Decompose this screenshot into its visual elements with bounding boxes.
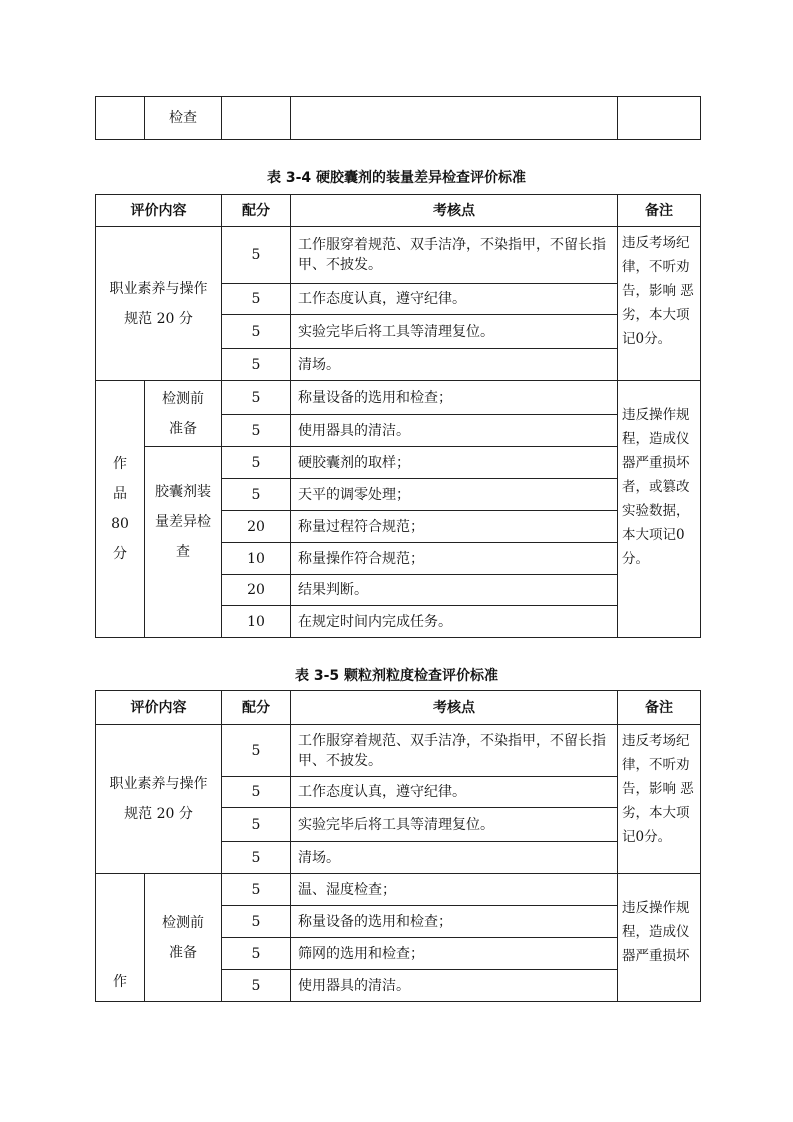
table5-s1-point-0: 工作服穿着规范、双手洁净，不染指甲，不留长指甲、不披发。	[291, 725, 618, 777]
table5-sub1-score-2: 5	[222, 938, 291, 970]
table5-section1-label: 职业素养与操作规范 20 分	[96, 725, 222, 874]
table5-header-content: 评价内容	[96, 691, 222, 725]
table5-s1-point-2: 实验完毕后将工具等清理复位。	[291, 808, 618, 842]
table4-sub2-score-0: 5	[222, 447, 291, 479]
top-cell-label: 检查	[145, 97, 222, 140]
table4-s1-score-1: 5	[222, 284, 291, 315]
table4-sub2-score-3: 10	[222, 543, 291, 575]
table5-s1-score-2: 5	[222, 808, 291, 842]
table5-s1-score-3: 5	[222, 842, 291, 874]
table4-sub2-label: 胶囊剂装量差异检查	[145, 447, 222, 638]
top-cell-empty-3	[291, 97, 618, 140]
table5-sub1-point-2: 筛网的选用和检查；	[291, 938, 618, 970]
table4-sub2-point-5: 在规定时间内完成任务。	[291, 606, 618, 638]
table4-s1-score-0: 5	[222, 227, 291, 284]
table5-s1-point-1: 工作态度认真，遵守纪律。	[291, 777, 618, 808]
table4-sub2-point-0: 硬胶囊剂的取样；	[291, 447, 618, 479]
table4-s1-score-3: 5	[222, 349, 291, 381]
top-cell-empty-1	[96, 97, 145, 140]
table4-sub2-point-4: 结果判断。	[291, 575, 618, 606]
table4-caption: 表 3-4 硬胶囊剂的装量差异检查评价标准	[266, 170, 527, 186]
table5-section1-note: 违反考场纪律，不听劝告，影响 恶劣，本大项记0分。	[618, 725, 701, 874]
table5-sub1-score-0: 5	[222, 874, 291, 906]
table5-section2-label: 作	[96, 874, 145, 1002]
table4-section1-label: 职业素养与操作规范 20 分	[96, 227, 222, 381]
table5-caption: 表 3-5 颗粒剂粒度检查评价标准	[294, 668, 499, 684]
table5-s1-point-3: 清场。	[291, 842, 618, 874]
table4-header-point: 考核点	[291, 195, 618, 227]
top-cell-empty-4	[618, 97, 701, 140]
table4-sub1-score-1: 5	[222, 415, 291, 447]
table4-header-note: 备注	[618, 195, 701, 227]
table5	[95, 690, 701, 1002]
table5-sub1-point-3: 使用器具的清洁。	[291, 970, 618, 1002]
table4-sub2-score-2: 20	[222, 511, 291, 543]
top-table-fragment	[95, 96, 701, 140]
table4-s1-score-2: 5	[222, 315, 291, 349]
table5-sub1-label: 检测前准备	[145, 874, 222, 1002]
table4-section2-label: 作品80分	[96, 381, 145, 638]
table4	[95, 194, 701, 638]
table5-header-point: 考核点	[291, 691, 618, 725]
table4-section1-note: 违反考场纪律，不听劝告，影响 恶劣，本大项记0分。	[618, 227, 701, 381]
table4-header-score: 配分	[222, 195, 291, 227]
table5-s1-score-1: 5	[222, 777, 291, 808]
top-cell-empty-2	[222, 97, 291, 140]
table5-header-score: 配分	[222, 691, 291, 725]
table5-sub1-score-3: 5	[222, 970, 291, 1002]
table4-sub1-point-0: 称量设备的选用和检查；	[291, 381, 618, 415]
table5-section2-note: 违反操作规程，造成仪器严重损坏	[618, 874, 701, 1002]
table4-s1-point-2: 实验完毕后将工具等清理复位。	[291, 315, 618, 349]
table5-sub1-score-1: 5	[222, 906, 291, 938]
table4-sub2-score-5: 10	[222, 606, 291, 638]
table4-sub2-score-4: 20	[222, 575, 291, 606]
table4-sub2-point-1: 天平的调零处理；	[291, 479, 618, 511]
table4-s1-point-3: 清场。	[291, 349, 618, 381]
table4-s1-point-1: 工作态度认真，遵守纪律。	[291, 284, 618, 315]
table5-header-note: 备注	[618, 691, 701, 725]
table4-header-content: 评价内容	[96, 195, 222, 227]
table4-section2-note: 违反操作规程，造成仪器严重损坏者，或篡改实验数据，本大项记0分。	[618, 381, 701, 638]
table4-sub1-point-1: 使用器具的清洁。	[291, 415, 618, 447]
table4-s1-point-0: 工作服穿着规范、双手洁净，不染指甲，不留长指甲、不披发。	[291, 227, 618, 284]
table5-sub1-point-0: 温、湿度检查；	[291, 874, 618, 906]
table4-sub1-score-0: 5	[222, 381, 291, 415]
table4-sub2-score-1: 5	[222, 479, 291, 511]
table5-sub1-point-1: 称量设备的选用和检查；	[291, 906, 618, 938]
table5-s1-score-0: 5	[222, 725, 291, 777]
table4-sub2-point-2: 称量过程符合规范；	[291, 511, 618, 543]
table4-sub1-label: 检测前准备	[145, 381, 222, 447]
table4-sub2-point-3: 称量操作符合规范；	[291, 543, 618, 575]
